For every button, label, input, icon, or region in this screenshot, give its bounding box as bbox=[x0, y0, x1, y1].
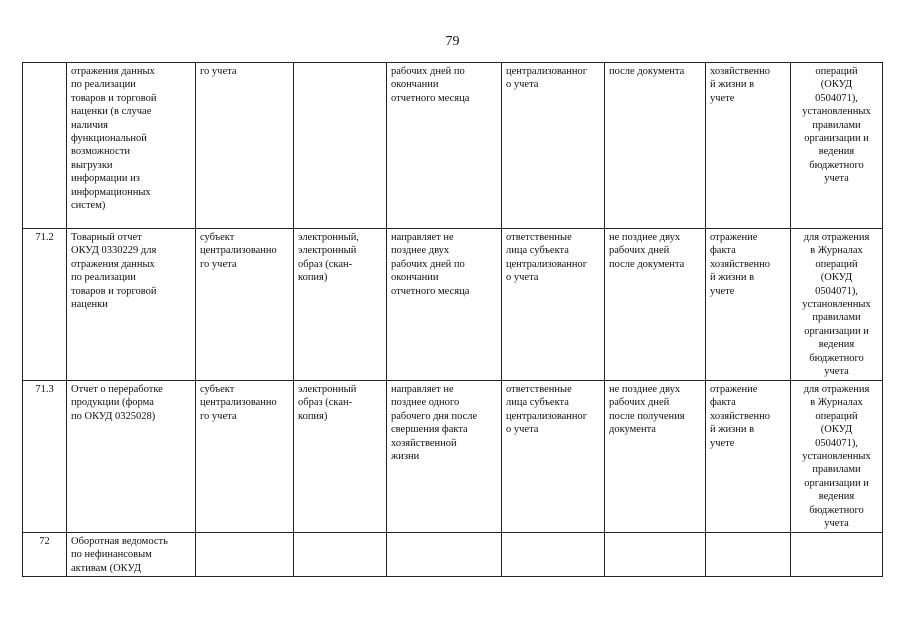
document-table bbox=[22, 62, 883, 577]
responsible-cell bbox=[502, 533, 605, 577]
creator-cell bbox=[196, 533, 294, 577]
deadline-cell: рабочих дней по окончании отчетного месяца bbox=[387, 63, 502, 229]
timing-cell: не позднее двух рабочих дней после документа bbox=[605, 229, 706, 381]
document-name-cell: отражения данных по реализации товаров и торговой наценки (в случае наличия функциональной возможности выгрузки информации из информационных систем) bbox=[67, 63, 196, 229]
purpose-cell: хозяйственно й жизни в учете bbox=[706, 63, 791, 229]
format-cell: электронный образ (скан- копия) bbox=[294, 381, 387, 533]
purpose-cell: отражение факта хозяйственно й жизни в учете bbox=[706, 381, 791, 533]
purpose-cell bbox=[706, 533, 791, 577]
table-row bbox=[23, 381, 883, 533]
responsible-cell: ответственные лица субъекта централизованног о учета bbox=[502, 381, 605, 533]
usage-cell: операций (ОКУД 0504071), установленных правилами организации и ведения бюджетного учета bbox=[791, 63, 883, 229]
timing-cell: после документа bbox=[605, 63, 706, 229]
creator-cell: го учета bbox=[196, 63, 294, 229]
deadline-cell: направляет не позднее двух рабочих дней по окончании отчетного месяца bbox=[387, 229, 502, 381]
responsible-cell: централизованног о учета bbox=[502, 63, 605, 229]
usage-cell: для отражения в Журналах операций (ОКУД 0504071), установленных правилами организации и ведения бюджетного учета bbox=[791, 229, 883, 381]
document-name-cell: Товарный отчет ОКУД 0330229 для отражения данных по реализации товаров и торговой наценки bbox=[67, 229, 196, 381]
row-number: 71.2 bbox=[23, 229, 67, 381]
document-name-cell: Оборотная ведомость по нефинансовым активам (ОКУД bbox=[67, 533, 196, 577]
deadline-cell bbox=[387, 533, 502, 577]
table-row bbox=[23, 229, 883, 381]
usage-cell: для отражения в Журналах операций (ОКУД 0504071), установленных правилами организации и ведения бюджетного учета bbox=[791, 381, 883, 533]
creator-cell: субъект централизованно го учета bbox=[196, 229, 294, 381]
format-cell: электронный, электронный образ (скан- копия) bbox=[294, 229, 387, 381]
row-number: 71.3 bbox=[23, 381, 67, 533]
page-number: 79 bbox=[445, 34, 460, 49]
row-number: 72 bbox=[23, 533, 67, 577]
row-number bbox=[23, 63, 67, 229]
timing-cell bbox=[605, 533, 706, 577]
table-row bbox=[23, 533, 883, 577]
table-row bbox=[23, 63, 883, 229]
creator-cell: субъект централизованно го учета bbox=[196, 381, 294, 533]
format-cell bbox=[294, 63, 387, 229]
format-cell bbox=[294, 533, 387, 577]
responsible-cell: ответственные лица субъекта централизованног о учета bbox=[502, 229, 605, 381]
timing-cell: не позднее двух рабочих дней после получения документа bbox=[605, 381, 706, 533]
usage-cell bbox=[791, 533, 883, 577]
purpose-cell: отражение факта хозяйственно й жизни в учете bbox=[706, 229, 791, 381]
deadline-cell: направляет не позднее одного рабочего дня после свершения факта хозяйственной жизни bbox=[387, 381, 502, 533]
document-name-cell: Отчет о переработке продукции (форма по ОКУД 0325028) bbox=[67, 381, 196, 533]
